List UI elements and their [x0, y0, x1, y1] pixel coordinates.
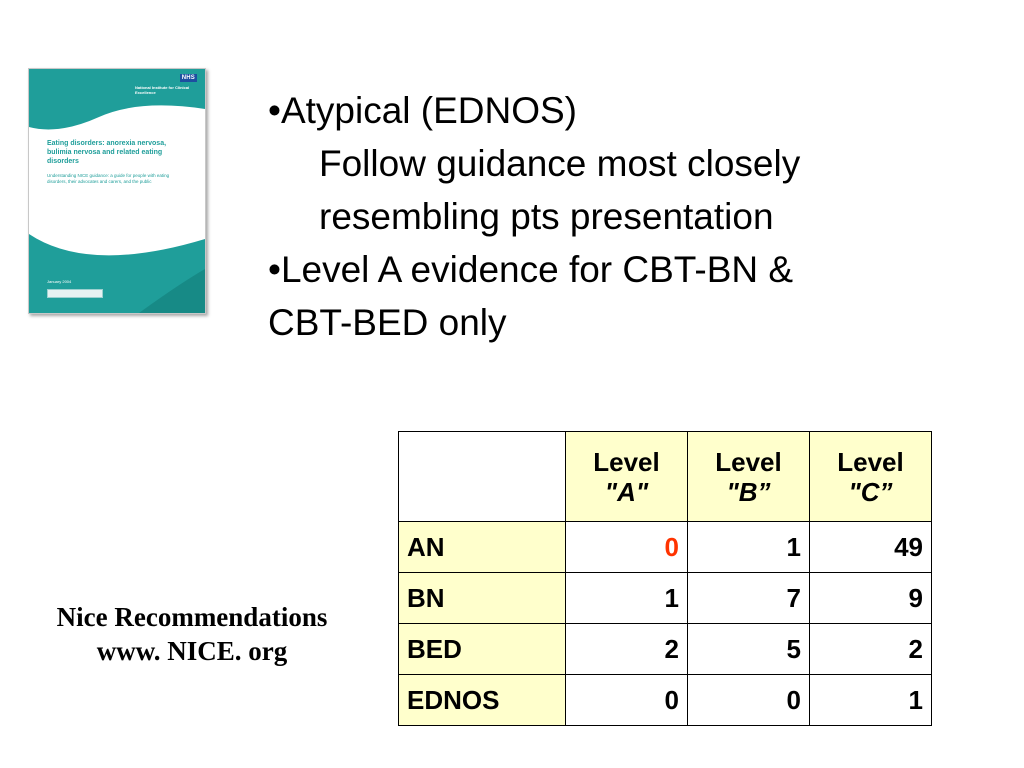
header-level-b-letter: "B”	[726, 476, 771, 507]
evidence-level-table	[398, 431, 932, 726]
booklet-subtitle: Understanding NICE guidance: a guide for people with eating disorders, their advocates and carers, and the public	[47, 173, 170, 184]
row-label-bn: BN	[399, 573, 566, 624]
nhs-logo: NHS	[181, 75, 195, 81]
cell-bn-level-a: 1	[566, 573, 688, 624]
cell-an-level-c: 49	[810, 522, 932, 573]
bullet-level-a: •Level A evidence for CBT-BN &	[268, 249, 794, 290]
nice-guidance-booklet-image	[28, 68, 206, 314]
table-row	[399, 573, 932, 624]
booklet-date: January 2004	[47, 279, 72, 284]
caption-title: Nice Recommendations	[56, 602, 328, 632]
bullet-list	[268, 84, 968, 349]
row-label-an: AN	[399, 522, 566, 573]
header-level-a-word: Level	[593, 446, 660, 477]
bullet-atypical-detail-1: Follow guidance most closely	[319, 143, 801, 184]
cell-ednos-level-b: 0	[688, 675, 810, 726]
cell-ednos-level-a: 0	[566, 675, 688, 726]
booklet-logo-strip	[47, 289, 103, 298]
booklet-cover-art	[29, 69, 205, 313]
row-label-ednos: EDNOS	[399, 675, 566, 726]
cell-ednos-level-c: 1	[810, 675, 932, 726]
cell-bed-level-a: 2	[566, 624, 688, 675]
header-level-a	[566, 432, 688, 522]
header-level-a-letter: "A"	[604, 476, 649, 507]
table-header-row	[399, 432, 932, 522]
table-row	[399, 624, 932, 675]
cell-bn-level-c: 9	[810, 573, 932, 624]
bullet-level-a-cont: CBT-BED only	[268, 302, 507, 343]
cell-an-level-b: 1	[688, 522, 810, 573]
header-level-c-word: Level	[837, 446, 904, 477]
cell-bed-level-b: 5	[688, 624, 810, 675]
header-level-c	[810, 432, 932, 522]
cell-bed-level-c: 2	[810, 624, 932, 675]
bullet-atypical-detail-2: resembling pts presentation	[319, 196, 774, 237]
cell-bn-level-b: 7	[688, 573, 810, 624]
cell-an-level-a: 0	[566, 522, 688, 573]
booklet-title: Eating disorders: anorexia nervosa, bulimia nervosa and related eating disorders	[47, 140, 167, 165]
row-label-bed: BED	[399, 624, 566, 675]
booklet-organisation: National Institute for Clinical Excellence	[135, 85, 190, 95]
bullet-atypical: •Atypical (EDNOS)	[268, 90, 578, 131]
table-row	[399, 522, 932, 573]
source-caption	[8, 600, 376, 668]
table-row	[399, 675, 932, 726]
table-corner-cell	[399, 432, 566, 522]
caption-url: www. NICE. org	[96, 636, 288, 666]
header-level-b-word: Level	[715, 446, 782, 477]
header-level-b	[688, 432, 810, 522]
header-level-c-letter: "C”	[848, 476, 893, 507]
